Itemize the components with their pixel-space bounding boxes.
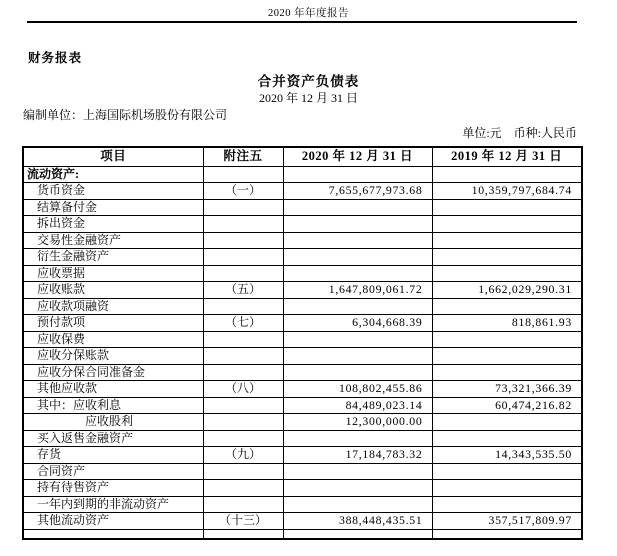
- value-2019-cell: 73,321,366.39: [432, 381, 582, 398]
- value-2020-cell: 6,304,668.39: [283, 315, 432, 332]
- empty-cell: [432, 529, 582, 539]
- empty-cell: [283, 529, 432, 539]
- table-row: [23, 265, 582, 282]
- note-cell: [203, 232, 283, 249]
- item-label-cell: 其他流动资产: [23, 513, 203, 530]
- col-header-2020: 2020 年 12 月 31 日: [283, 147, 432, 166]
- value-2020-cell: [283, 331, 432, 348]
- value-2020-cell: [283, 430, 432, 447]
- note-cell: （九）: [203, 447, 283, 464]
- item-label-cell: 存货: [23, 447, 203, 464]
- value-2019-cell: [432, 463, 582, 480]
- item-label-cell: 流动资产:: [23, 166, 203, 183]
- value-2019-cell: [432, 232, 582, 249]
- page-header-report-title: 2020 年年度报告: [267, 8, 350, 19]
- table-row: [23, 381, 582, 398]
- note-cell: [203, 298, 283, 315]
- item-label-cell: 应收分保合同准备金: [23, 364, 203, 381]
- item-label-cell: 应收票据: [23, 265, 203, 282]
- value-2020-cell: [283, 463, 432, 480]
- value-2020-cell: 17,184,783.32: [283, 447, 432, 464]
- note-cell: [203, 265, 283, 282]
- value-2020-cell: [283, 216, 432, 233]
- note-cell: [203, 364, 283, 381]
- col-header-2019: 2019 年 12 月 31 日: [432, 147, 582, 166]
- note-cell: （一）: [203, 183, 283, 200]
- value-2020-cell: 7,655,677,973.68: [283, 183, 432, 200]
- value-2019-cell: [432, 166, 582, 183]
- item-label-cell: 交易性金融资产: [23, 232, 203, 249]
- value-2020-cell: [283, 348, 432, 365]
- table-row: [23, 496, 582, 513]
- unit-currency-note: 单位:元 币种:人民币: [462, 126, 577, 140]
- item-label-cell: 一年内到期的非流动资产: [23, 496, 203, 513]
- value-2019-cell: 818,861.93: [432, 315, 582, 332]
- value-2019-cell: [432, 348, 582, 365]
- table-row: [23, 513, 582, 530]
- value-2020-cell: [283, 480, 432, 497]
- table-row: [23, 232, 582, 249]
- value-2019-cell: 60,474,216.82: [432, 397, 582, 414]
- col-header-item: 项目: [23, 147, 203, 166]
- value-2020-cell: [283, 265, 432, 282]
- table-row: [23, 216, 582, 233]
- value-2020-cell: 84,489,023.14: [283, 397, 432, 414]
- table-row: [23, 199, 582, 216]
- note-cell: （五）: [203, 282, 283, 299]
- value-2019-cell: [432, 298, 582, 315]
- note-cell: [203, 397, 283, 414]
- value-2019-cell: [432, 265, 582, 282]
- value-2019-cell: [432, 364, 582, 381]
- item-label-cell: 其他应收款: [23, 381, 203, 398]
- table-body: [23, 166, 582, 539]
- note-cell: [203, 463, 283, 480]
- note-cell: [203, 430, 283, 447]
- value-2019-cell: [432, 414, 582, 431]
- item-label-cell: 结算备付金: [23, 199, 203, 216]
- table-row: [23, 364, 582, 381]
- prepared-by-line: 编制单位：上海国际机场股份有限公司: [23, 108, 228, 122]
- table-row: [23, 397, 582, 414]
- item-label-cell: 衍生金融资产: [23, 249, 203, 266]
- value-2019-cell: [432, 430, 582, 447]
- item-label-cell: 应收账款: [23, 282, 203, 299]
- item-label-cell: 合同资产: [23, 463, 203, 480]
- col-header-note: 附注五: [203, 147, 283, 166]
- item-label-cell: 买入返售金融资产: [23, 430, 203, 447]
- value-2020-cell: 1,647,809,061.72: [283, 282, 432, 299]
- note-cell: [203, 166, 283, 183]
- value-2019-cell: [432, 331, 582, 348]
- note-cell: （十三）: [203, 513, 283, 530]
- note-cell: [203, 331, 283, 348]
- value-2020-cell: [283, 166, 432, 183]
- value-2019-cell: [432, 249, 582, 266]
- table-row: [23, 430, 582, 447]
- table-row-clipped: [23, 529, 582, 539]
- item-label-cell: 应收保费: [23, 331, 203, 348]
- table-row: [23, 249, 582, 266]
- item-label-cell: 其中：应收利息: [23, 397, 203, 414]
- table-row: [23, 480, 582, 497]
- value-2020-cell: 108,802,455.86: [283, 381, 432, 398]
- table-row: [23, 315, 582, 332]
- item-label-cell: 货币资金: [23, 183, 203, 200]
- item-label-cell: 应收款项融资: [23, 298, 203, 315]
- value-2020-cell: [283, 298, 432, 315]
- note-cell: （八）: [203, 381, 283, 398]
- value-2020-cell: [283, 496, 432, 513]
- note-cell: [203, 199, 283, 216]
- note-cell: [203, 348, 283, 365]
- table-row: [23, 463, 582, 480]
- value-2019-cell: [432, 199, 582, 216]
- note-cell: [203, 496, 283, 513]
- balance-sheet-table: [22, 146, 583, 540]
- value-2019-cell: [432, 496, 582, 513]
- value-2019-cell: 357,517,809.97: [432, 513, 582, 530]
- item-label-cell: 应收股利: [23, 414, 203, 431]
- table-row: [23, 447, 582, 464]
- value-2020-cell: 388,448,435.51: [283, 513, 432, 530]
- value-2019-cell: 14,343,535.50: [432, 447, 582, 464]
- value-2019-cell: 1,662,029,290.31: [432, 282, 582, 299]
- statement-title: 合并资产负债表: [257, 74, 360, 89]
- table-row: [23, 348, 582, 365]
- section-heading: 财务报表: [28, 51, 83, 65]
- value-2020-cell: [283, 364, 432, 381]
- table-row: [23, 183, 582, 200]
- note-cell: （七）: [203, 315, 283, 332]
- item-label-cell: 持有待售资产: [23, 480, 203, 497]
- value-2020-cell: [283, 232, 432, 249]
- table-header-row: [23, 147, 582, 166]
- note-cell: [203, 249, 283, 266]
- item-label-cell: 拆出资金: [23, 216, 203, 233]
- table-row: [23, 166, 582, 183]
- note-cell: [203, 216, 283, 233]
- table-row: [23, 331, 582, 348]
- value-2020-cell: [283, 199, 432, 216]
- item-label-cell: 应收分保账款: [23, 348, 203, 365]
- table-row: [23, 298, 582, 315]
- note-cell: [203, 480, 283, 497]
- table-header-row: [23, 147, 582, 166]
- value-2019-cell: [432, 216, 582, 233]
- value-2020-cell: 12,300,000.00: [283, 414, 432, 431]
- empty-cell: [203, 529, 283, 539]
- note-cell: [203, 414, 283, 431]
- table-row: [23, 414, 582, 431]
- header-rule-divider: [27, 21, 577, 23]
- value-2020-cell: [283, 249, 432, 266]
- empty-cell: [23, 529, 203, 539]
- value-2019-cell: 10,359,797,684.74: [432, 183, 582, 200]
- table-row: [23, 282, 582, 299]
- value-2019-cell: [432, 480, 582, 497]
- statement-date: 2020 年 12 月 31 日: [258, 91, 358, 105]
- item-label-cell: 预付款项: [23, 315, 203, 332]
